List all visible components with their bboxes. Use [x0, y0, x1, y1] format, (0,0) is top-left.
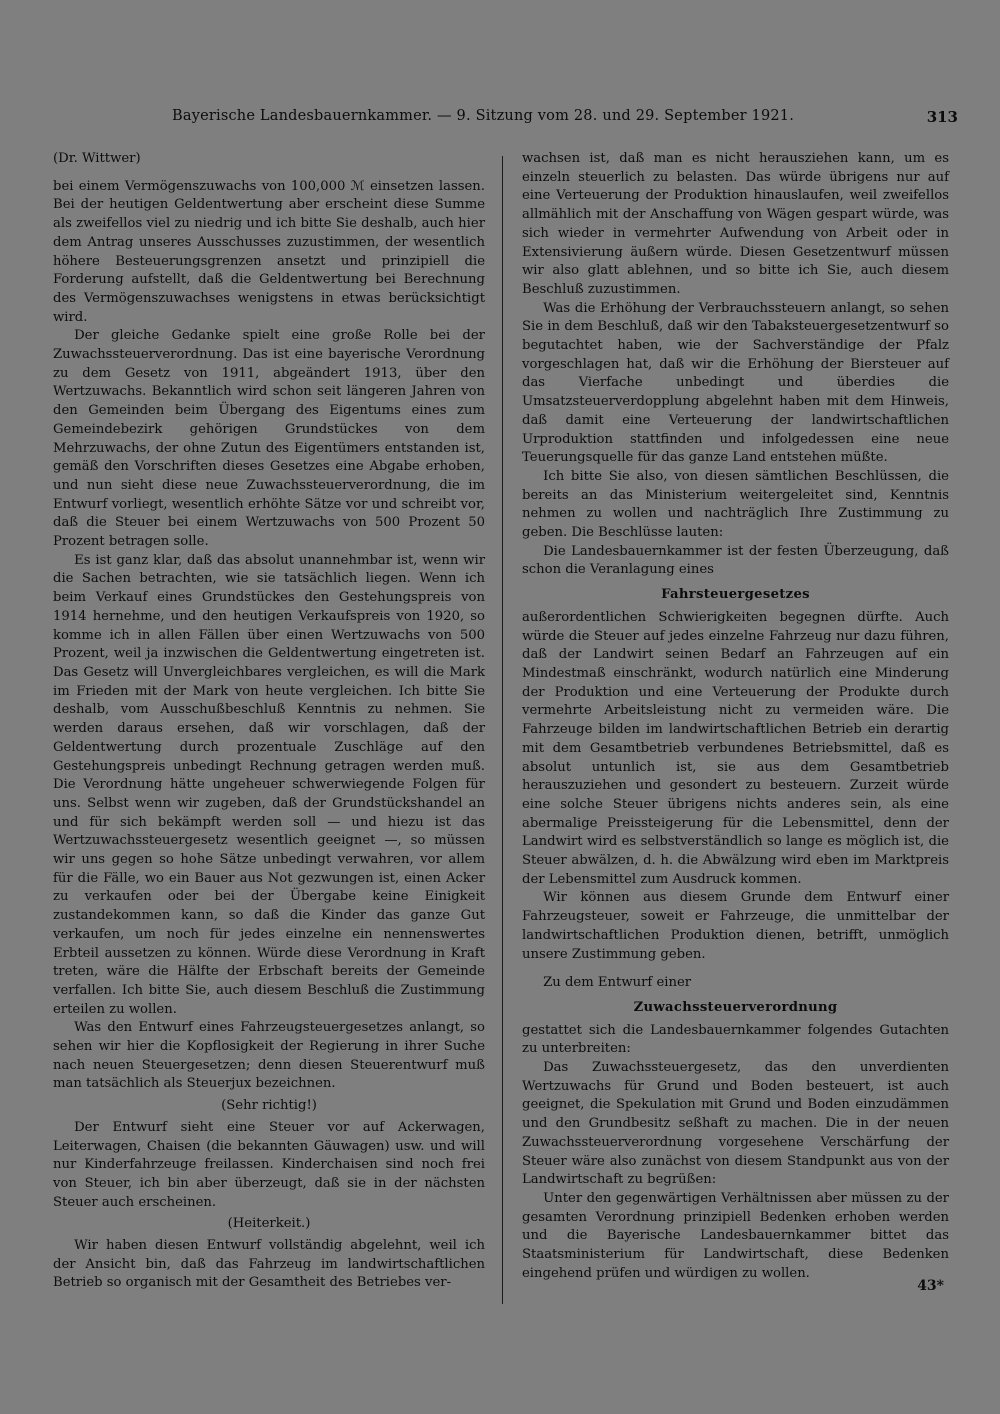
resolution-paragraph: außerordentlichen Schwierigkeiten begegnen dürfte. Auch würde die Steuer auf jedes einzelne Fahrzeug nur dazu führen, daß der Landwirt seinen Bedarf an Fahrzeugen auf ein Mindestmaß einschränkt, wodurch natürlich eine Minderung der Produktion und eine Verteuerung der Produkte durch vermehrte Arbeitsleistung nicht zu vermeiden wäre. Die Fahrzeuge bilden im landwirtschaftlichen Betrieb ein derartig mit dem Gesamtbetrieb verbundenes Betriebsmittel, daß es absolut untunlich ist, sie aus dem Gesamtbetrieb herauszuziehen und gesondert zu besteuern. Zurzeit würde eine solche Steuer übrigens nichts anderes sein, als eine abermalige Preissteigerung für die Lebensmittel, denn der Landwirt wird es selbstverständlich so lange es möglich ist, die Steuer abwälzen, d. h. die Abwälzung wird eben im Marktpreis der Lebensmittel zum Ausdruck kommen.: [522, 609, 949, 887]
interjection: (Sehr richtig!): [221, 1098, 317, 1114]
paragraph: Der gleiche Gedanke spielt eine große Rolle bei der Zuwachssteuerverordnung. Das ist eine bayerische Verordnung zu dem Gesetz von 1911, abgeändert 1913, über den Wertzuwachs. Bekanntlich wird schon seit längeren Jahren von den Gemeinden beim Übergang des Eigentums eines zum Gemeindebezirk gehörigen Grundstückes von dem Mehrzuwachs, der ohne Zutun des Eigentümers entstanden ist, gemäß den Vorschriften dieses Gesetzes eine Abgabe erhoben, und nun sieht diese neue Zuwachssteuerverordnung, die im Entwurf vorliegt, wesentlich erhöhte Sätze vor und schreibt vor, daß die Steuer bei einem Wertzuwachs von 500 Prozent 50 Prozent betragen solle.: [53, 328, 485, 550]
speaker-name: (Dr. Wittwer): [53, 151, 141, 166]
column-divider: [502, 156, 503, 1304]
paragraph: Der Entwurf sieht eine Steuer vor auf Ackerwagen, Leiterwagen, Chaisen (die bekannten Gäuwagen) usw. und will nur Kinderfahrzeuge freilassen. Kinderchaisen sind noch frei von Steuer, ich bin aber überzeugt, daß sie in der nächsten Steuer auch erscheinen.: [53, 1119, 485, 1210]
resolution-paragraph: Das Zuwachssteuergesetz, das den unverdienten Wertzuwachs für Grund und Boden besteuert, ist auch geeignet, die Spekulation mit Grund und Boden einzudämmen und den Grundbesitz seßhaft zu machen. Die in der neuen Zuwachssteuerverordnung vorgesehene Verschärfung der Steuer wäre also zunächst von diesem Standpunkt aus von der Landwirtschaft zu begrüßen:: [522, 1060, 949, 1188]
paragraph: wachsen ist, daß man es nicht herausziehen kann, um es einzeln steuerlich zu belasten. Das würde übrigens nur auf eine Verteuerung der Produktion hinauslaufen, weil zweifellos allmählich mit der Anschaffung von Wägen gespart würde, was sich wieder in vermehrter Aufwendung von Arbeit oder in Extensivierung äußern würde. Diesen Gesetzentwurf müssen wir also glatt ablehnen, und so bitte ich Sie, auch diesem Beschluß zuzustimmen.: [522, 151, 949, 297]
paragraph: Es ist ganz klar, daß das absolut unannehmbar ist, wenn wir die Sachen betrachten, wie sie tatsächlich liegen. Wenn ich beim Verkauf eines Grundstückes den Gestehungspreis von 1914 hernehme, und den heutigen Verkaufspreis von 1920, so komme ich in allen Fällen über einen Wertzuwachs von 500 Prozent, weil ja inzwischen die Geldentwertung eingetreten ist. Das Gesetz will Unvergleichbares vergleichen, es will die Mark im Frieden mit der Mark von heute vergleichen. Ich bitte Sie deshalb, vom Ausschußbeschluß Kenntnis zu nehmen. Sie werden daraus ersehen, daß wir vorschlagen, daß der Geldentwertung durch prozentuale Zuschläge auf den Gestehungspreis unbedingt Rechnung getragen werden muß. Die Verordnung hätte ungeheuer schwerwiegende Folgen für uns. Selbst wenn wir zugeben, daß der Grundstückshandel an und für sich bekämpft werden soll — und hiezu ist das Wertzuwachssteuergesetz wesentlich geeignet —, so müssen wir uns gegen so hohe Sätze unbedingt verwahren, vor allem für die Fälle, wo ein Bauer aus Not gezwungen ist, einen Acker zu verkaufen oder bei der Übergabe keine Einigkeit zustandekommen kann, so daß die Kinder das ganze Gut verkaufen, um noch für jedes einzelne ein nennenswertes Erbteil aussetzen zu können. Würde diese Verordnung in Kraft treten, wäre die Hälfte der Erbschaft bereits der Gemeinde verfallen. Ich bitte Sie, auch diesem Beschluß die Zustimmung erteilen zu wollen.: [53, 552, 485, 1017]
right-column: [522, 150, 949, 1310]
paragraph: Zu dem Entwurf einer: [543, 975, 692, 991]
paragraph: Wir haben diesen Entwurf vollständig abgelehnt, weil ich der Ansicht bin, daß das Fahrzeug im landwirtschaftlichen Betrieb so organisch mit der Gesamtheit des Betriebes ver-: [53, 1238, 485, 1291]
paragraph: Was die Erhöhung der Verbrauchssteuern anlangt, so sehen Sie in dem Beschluß, daß wir den Tabaksteuergesetzentwurf so begutachtet haben, wie der Sachverständige der Pfalz vorgeschlagen hat, daß wir die Erhöhung der Biersteuer auf das Vierfache unbedingt und überdies die Umsatzsteuerverdopplung abgelehnt haben mit dem Hinweis, daß damit eine Verteuerung der landwirtschaftlichen Urproduktion stattfinden und infolgedessen eine neue Teuerungsquelle für das ganze Land entstehen müßte.: [522, 300, 949, 466]
spacer: [522, 964, 949, 974]
page-number: 313: [926, 108, 958, 126]
paragraph: bei einem Vermögenszuwachs von 100,000 ℳ einsetzen lassen. Bei der heutigen Geldentwertung aber erscheint diese Summe als zweifellos viel zu niedrig und ich bitte Sie deshalb, auch hier dem Antrag unseres Ausschusses zuzustimmen, der wesentlich höhere Besteuerungsgrenzen ansetzt und prinzipiell die Forderung aufstellt, daß die Geldentwertung bei Berechnung des Vermögenszuwachses wenigstens in etwas berücksichtigt wird.: [53, 178, 485, 325]
signature-mark: 43*: [917, 1278, 944, 1294]
resolution-paragraph: Die Landesbauernkammer ist der festen Überzeugung, daß schon die Veranlagung eines: [522, 543, 949, 578]
resolution-paragraph: Unter den gegenwärtigen Verhältnissen aber müssen zu der gesamten Verordnung prinzipiell Bedenken erhoben werden und die Bayerische Landesbauernkammer bittet das Staatsministerium für Landwirtschaft, diese Bedenken eingehend prüfen und würdigen zu wollen.: [522, 1190, 949, 1281]
left-column: [53, 150, 485, 1310]
page-header: [0, 108, 1000, 130]
interjection: (Heiterkeit.): [227, 1216, 311, 1232]
running-title: Bayerische Landesbauernkammer. — 9. Sitzung vom 28. und 29. September 1921.: [172, 108, 795, 124]
paragraph: Was den Entwurf eines Fahrzeugsteuergesetzes anlangt, so sehen wir hier die Kopflosigkeit der Regierung in ihrer Suche nach neuen Steuergesetzen; denn diesen Steuerentwurf muß man tatsächlich als Steuerjux bezeichnen.: [53, 1020, 485, 1092]
paragraph: gestattet sich die Landesbauernkammer folgendes Gutachten zu unterbreiten:: [522, 1022, 949, 1057]
section-heading: Fahrsteuergesetzes: [661, 587, 810, 603]
resolution-paragraph: Wir können aus diesem Grunde dem Entwurf einer Fahrzeugsteuer, soweit er Fahrzeuge, die unmittelbar der landwirtschaftlichen Produktion dienen, betrifft, unmöglich unsere Zustimmung geben.: [522, 890, 949, 962]
section-heading: Zuwachssteuerverordnung: [633, 999, 838, 1015]
paragraph: Ich bitte Sie also, von diesen sämtlichen Beschlüssen, die bereits an das Ministerium weitergeleitet sind, Kenntnis nehmen zu wollen und nachträglich Ihre Zustimmung zu geben. Die Beschlüsse lauten:: [522, 468, 949, 541]
